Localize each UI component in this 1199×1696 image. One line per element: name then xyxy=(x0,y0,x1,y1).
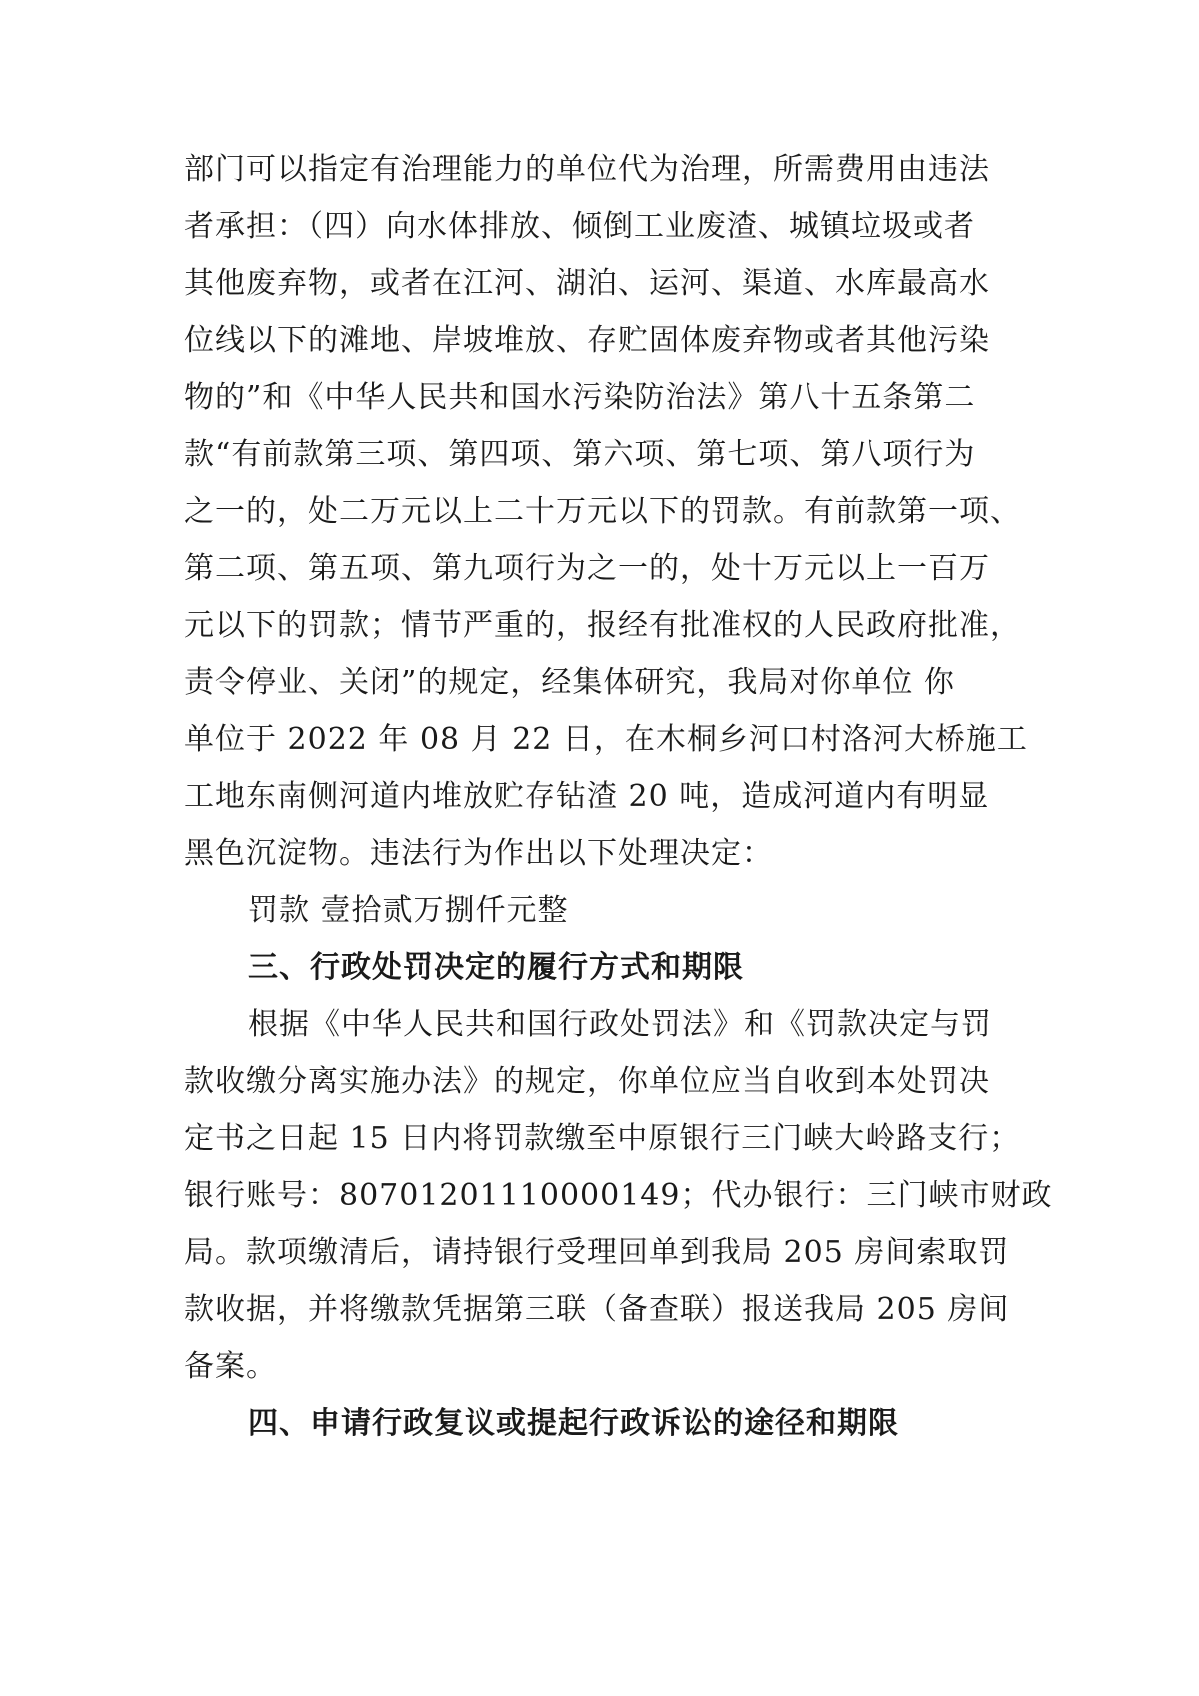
body-line: 元以下的罚款；情节严重的，报经有批准权的人民政府批准， xyxy=(184,608,1021,643)
body-line: 责令停业、关闭”的规定，经集体研究，我局对你单位 你 xyxy=(184,665,955,700)
body-line: 物的”和《中华人民共和国水污染防治法》第八十五条第二 xyxy=(184,380,976,415)
penalty-amount: 罚款 壹拾贰万捌仟元整 xyxy=(248,893,569,928)
body-line: 之一的，处二万元以上二十万元以下的罚款。有前款第一项、 xyxy=(184,494,1021,529)
body-line: 其他废弃物，或者在江河、湖泊、运河、渠道、水库最高水 xyxy=(184,266,990,301)
body-line: 黑色沉淀物。违法行为作出以下处理决定： xyxy=(184,836,773,871)
body-line: 者承担：（四）向水体排放、倾倒工业废渣、城镇垃圾或者 xyxy=(184,209,975,244)
section-4-heading: 四、申请行政复议或提起行政诉讼的途径和期限 xyxy=(248,1406,899,1441)
section-3-line: 银行账号：80701201110000149；代办银行：三门峡市财政 xyxy=(184,1178,1053,1213)
section-3-line: 款收缴分离实施办法》的规定，你单位应当自收到本处罚决 xyxy=(184,1064,990,1099)
body-line: 位线以下的滩地、岸坡堆放、存贮固体废弃物或者其他污染 xyxy=(184,323,990,358)
body-line: 第二项、第五项、第九项行为之一的，处十万元以上一百万 xyxy=(184,551,990,586)
body-line: 部门可以指定有治理能力的单位代为治理，所需费用由违法 xyxy=(184,152,990,187)
section-3-line: 根据《中华人民共和国行政处罚法》和《罚款决定与罚 xyxy=(248,1007,992,1042)
section-3-heading: 三、行政处罚决定的履行方式和期限 xyxy=(248,950,744,985)
section-3-line: 备案。 xyxy=(184,1349,277,1384)
section-3-line: 局。款项缴清后，请持银行受理回单到我局 205 房间索取罚 xyxy=(184,1235,1010,1270)
body-line: 单位于 2022 年 08 月 22 日，在木桐乡河口村洛河大桥施工 xyxy=(184,722,1028,757)
body-line: 工地东南侧河道内堆放贮存钻渣 20 吨，造成河道内有明显 xyxy=(184,779,990,814)
body-line: 款“有前款第三项、第四项、第六项、第七项、第八项行为 xyxy=(184,437,976,472)
section-3-line: 款收据，并将缴款凭据第三联（备查联）报送我局 205 房间 xyxy=(184,1292,1010,1327)
section-3-line: 定书之日起 15 日内将罚款缴至中原银行三门峡大岭路支行； xyxy=(184,1121,1021,1156)
